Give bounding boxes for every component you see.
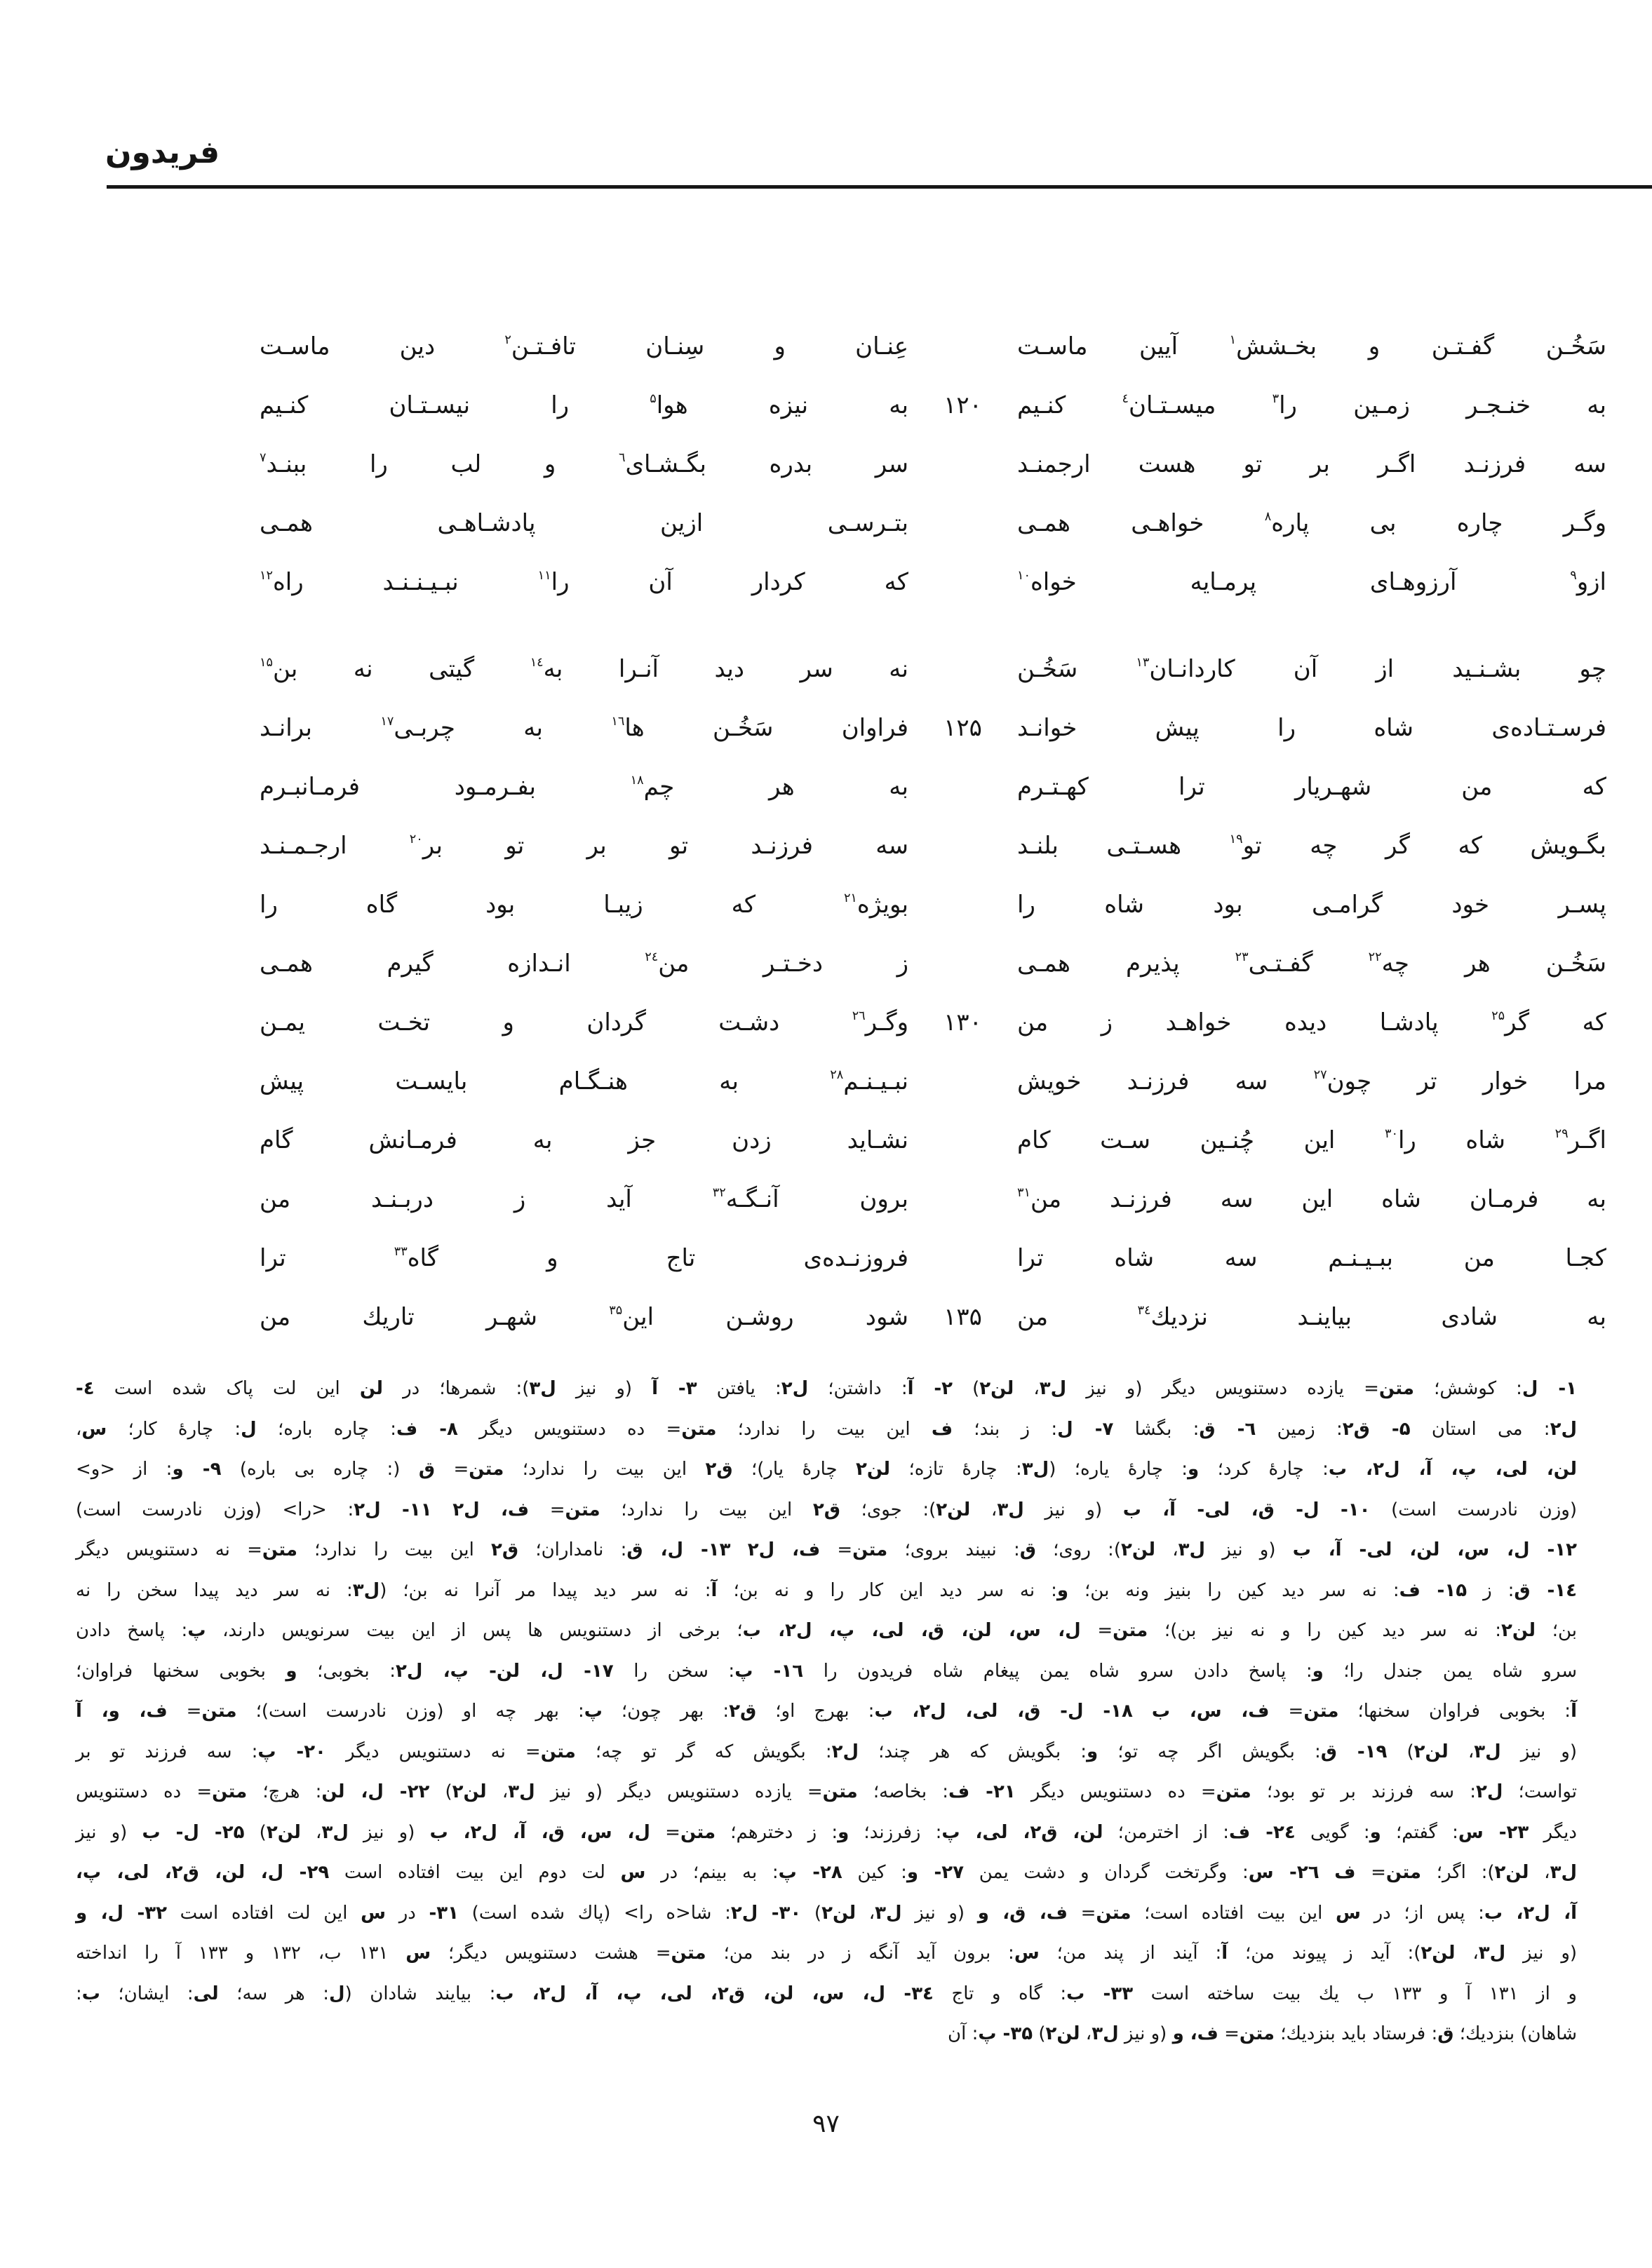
hemistich-first: سَخُـن هر چه$^{۲۲}$ گفـتـی$^{۲۳}$ پذیرم همـی xyxy=(1017,950,1606,978)
hemistich-first: سَخُـن گفـتـن و بخـشش$^۱$ آیین ماسـت xyxy=(1017,332,1606,360)
verse-row xyxy=(260,875,1606,934)
hemistich-second: بویژه$^{۲۱}$ که زیبـا بود گاه را xyxy=(260,891,908,919)
verse-row xyxy=(260,757,1606,816)
verse-row xyxy=(260,698,1606,757)
verse-row xyxy=(260,993,1606,1052)
footnote-line: (وزن نادرست است) ۱۰- ل- ق، لی- آ، ب (و نیز ل۳، لن۲): جوی؛ ق۲ این بیت را ندارد؛ متن= ف، ل۲ ۱۱- ل۲: <را> (وزن نادرست است) xyxy=(76,1499,1577,1520)
verse-row xyxy=(260,1288,1606,1346)
hemistich-second: نه سر دید آنـرا به$^{۱٤}$ گیتی نه بن$^{۱۵}$ xyxy=(260,655,908,683)
hemistich-first: که من شهـریار ترا کهـتـرم xyxy=(1017,773,1606,801)
footnote-line: بن؛ لن۲: نه سر دید کین را و نه نیز بن)؛ متن= ل، س، لن، ق، لی، پ، ل۲، ب؛ برخی از دستنویس ها پس از این بیت سرنویس دارند، پ: پاسخ دادن xyxy=(76,1620,1577,1641)
hemistich-second: شود روشـن این$^{۳۵}$ شهـر تاریك من xyxy=(260,1303,908,1331)
hemistich-second: ز دخـتـر من$^{۲٤}$ انـدازه گیرم همـی xyxy=(260,950,908,978)
footnotes-block xyxy=(76,1369,1577,2055)
hemistich-second: فروزنـده‌ی تاج و گاه$^{۳۳}$ ترا xyxy=(260,1244,908,1272)
hemistich-first: کجـا من ببـیـنـم سه شاه ترا xyxy=(1017,1244,1606,1272)
verse-row xyxy=(260,435,1606,494)
verse-row xyxy=(260,376,1606,435)
footnote-line: ل۳، لن۲): اگر؛ متن= ف ۲٦- س: وگرتخت گردان و دشت یمن ۲۷- و: کین ۲۸- پ: به بینم؛ در س لت دوم این بیت افتاده است ۲۹- ل، لن، ق۲، لی، پ، xyxy=(76,1862,1578,1883)
hemistich-second: سه فرزنـد تو بر تو بر$^{۲۰}$ ارجـمـنـد xyxy=(260,832,908,860)
hemistich-second: نبـیـنـم$^{۲۸}$ به هنـگـام بایسـت پیش xyxy=(260,1067,908,1095)
footnote-line: آ، ل۲، ب: پس از؛ در س این بیت افتاده است؛ متن= ف، ق، و (و نیز ل۳، لن۲) ۳۰- ل۲: شا<ه را> (پاك شده است) ۳۱- در س این لت افتاده است ۳۲- ل، و xyxy=(76,1902,1577,1924)
footnote-line: سرو شاه یمن جندل را؛ و: پاسخ دادن سرو شاه یمن پیغام شاه فریدون را ۱٦- پ: سخن را ۱۷- ل، لن- پ، ل۲: بخوبی؛ و بخوبی سخنها فراوان؛ xyxy=(76,1660,1577,1682)
hemistich-second: بتـرسـی ازین پادشـاهـی همـی xyxy=(260,509,908,537)
hemistich-second: فراوان سَخُـن ها$^{۱٦}$ به چربـی$^{۱۷}$ برانـد xyxy=(260,714,908,742)
hemistich-first: فرسـتـاده‌ی شاه را پیش خوانـد xyxy=(1017,714,1606,742)
hemistich-first: بگـویش که گر چه تو$^{۱۹}$ هسـتـی بلنـد xyxy=(1017,832,1606,860)
footnote-line: آ: بخوبی فراوان سخنها؛ متن= ف، س، ب ۱۸- ل- ق، لی، ل۲، ب: بهرج او؛ ق۲: بهر چون؛ پ: بهر چه او (وزن نادرست است)؛ متن= ف، و، آ xyxy=(76,1701,1577,1722)
footnote-line: شاهان) بنزدیك؛ ق: فرستاد باید بنزدیك؛ متن= ف، و (و نیز ل۳، لن۲) ۳۵- پ: آن xyxy=(948,2023,1577,2044)
hemistich-second: سر بدره بگـشـای$^٦$ و لب را ببنـد$^۷$ xyxy=(260,450,908,478)
footnote-line: لن، لی، پ، آ، ل۲، ب: چارهٔ کرد؛ و: چارهٔ یاره؛ (ل۳: چارهٔ تازه؛ لن۲ چارهٔ یار)؛ ق۲ این بیت را ندارد؛ متن= ق (: چاره بی باره) ۹- و: از <و> xyxy=(76,1459,1577,1480)
hemistich-second: که کردار آن را$^{۱۱}$ نبـیـنـنـد راه$^{۱۲}$ xyxy=(260,568,908,596)
running-header-title: فریدون xyxy=(105,135,220,170)
footnote-line: ۱٤- ق: ز ۱۵- ف: نه سر دید کین را بنیز ونه بن؛ و: نه سر دید این کار را و نه بن؛ آ: نه سر دید پیدا مر آنرا نه بن؛ (ل۳: نه سر دید پیدا سخن را نه xyxy=(76,1579,1577,1601)
verse-row xyxy=(260,553,1606,612)
footnote-line: (و نیز ل۳، لن۲): آید ز پیوند من؛ آ: آیند از پند من؛ س: برون آید آنگه ز در بند من؛ متن= هشت دستنویس دیگر؛ س ۱۳۱ ب، ۱۳۲ و ۱۳۳ آ را انداخته xyxy=(76,1943,1578,1964)
verse-row xyxy=(260,1111,1606,1170)
page-number: ۹۷ xyxy=(812,2110,840,2138)
hemistich-second: به هر چم$^{۱۸}$ بفـرمـود فرمـانبـرم xyxy=(260,773,908,801)
hemistich-second: به نیزه هوا$^۵$ را نیسـتـان کنـیم xyxy=(260,391,908,419)
hemistich-first: به فرمـان شاه این سه فرزنـد من$^{۳۱}$ xyxy=(1017,1185,1606,1213)
verse-row xyxy=(260,1170,1606,1229)
hemistich-second: نشـاید زدن جز به فرمـانش گام xyxy=(260,1126,908,1154)
verse-row xyxy=(260,317,1606,376)
verse-row xyxy=(260,816,1606,875)
header-rule xyxy=(107,185,1652,189)
footnote-line: دیگر ۲۳- س: گفتم؛ و: گویی ۲٤- ف: از اخترمن؛ لن، ق۲، لی، پ: زفرزند؛ و: ز دخترهم؛ متن= ل، س، ق، آ، ل۲، ب (و نیز ل۳، لن۲) ۲۵- ل- ب (و نیز xyxy=(76,1821,1577,1843)
verse-number: ۱۲۰ xyxy=(943,391,982,419)
verse-row xyxy=(260,640,1606,698)
hemistich-first: اگـر$^{۲۹}$ شاه را$^{۳۰}$ این چُنـین سـت کام xyxy=(1017,1126,1606,1154)
verse-number: ۱۲۵ xyxy=(943,714,982,742)
hemistich-first: وگـر چاره بی پاره$^۸$ خواهـی همـی xyxy=(1017,509,1606,537)
verse-row xyxy=(260,494,1606,553)
hemistich-first: که گر$^{۲۵}$ پادشـا دیده خواهـد ز من xyxy=(1017,1008,1606,1037)
hemistich-second: عِنـان و سِنـان تافـتـن$^۲$ دین ماسـت xyxy=(260,332,908,360)
footnote-line: ۱- ل: کوشش؛ متن= یازده دستنویس دیگر (و نیز ل۳، لن۲) ۲- آ: داشتن؛ ل۲: یافتن ۳- آ (و نیز ل۳): شمرها؛ در لن این لت پاک شده است ٤- xyxy=(76,1378,1578,1399)
footnote-line: (و نیز ل۳، لن۲) ۱۹- ق: بگویش اگر چه تو؛ و: بگویش که هر چند؛ ل۲: بگویش که گر تو چه؛ متن= نه دستنویس دیگر ۲۰- پ: سه فرزند تو بر xyxy=(76,1741,1577,1762)
hemistich-first: مرا خوار تر چون$^{۲۷}$ سه فرزنـد خویش xyxy=(1017,1067,1606,1095)
poem-block xyxy=(260,317,1606,1346)
hemistich-first: به خنـجـر زمـین را$^۳$ میسـتـان$^٤$ کنـیم xyxy=(1017,391,1606,419)
verse-number: ۱۳۵ xyxy=(943,1303,982,1331)
hemistich-first: سه فرزنـد اگـر بر تو هست ارجمنـد xyxy=(1017,450,1606,478)
verse-number: ۱۳۰ xyxy=(943,1008,982,1037)
verse-row xyxy=(260,1229,1606,1288)
verse-row xyxy=(260,1052,1606,1111)
hemistich-first: ازو$^۹$ آرزوهـای پرمـایه خواه$^{۱۰}$ xyxy=(1017,568,1606,596)
footnote-line: ل۲: می استان ۵- ق۲: زمین ٦- ق: بگشا ۷- ل: ز بند؛ ف این بیت را ندارد؛ متن= ده دستنویس دیگر ۸- ف: چاره باره؛ ل: چارهٔ کار؛ س، xyxy=(76,1418,1577,1440)
hemistich-first: پسـر خود گرامـی بود شاه را xyxy=(1017,891,1606,919)
footnote-line: ۱۲- ل، س، لن، لی- آ، ب (و نیز ل۳، لن۲): روی؛ ق: نبیند بروی؛ متن= ف، ل۲ ۱۳- ل، ق: نامداران؛ ق۲ این بیت را ندارد؛ متن= نه دستنویس دیگر xyxy=(76,1539,1578,1560)
hemistich-first: به شادی بیاینـد نزدیك$^{۳٤}$ من xyxy=(1017,1303,1606,1331)
hemistich-second: وگـر$^{۲٦}$ دشـت گردان و تخـت یمـن xyxy=(260,1008,908,1037)
footnote-line: تواست؛ ل۲: سه فرزند بر تو بود؛ متن= ده دستنویس دیگر ۲۱- ف: بخاصه؛ متن= یازده دستنویس دیگر (و نیز ل۳، لن۲) ۲۲- ل، لن: هرچ؛ متن= ده دستنویس xyxy=(76,1781,1578,1802)
footnote-line: و از ۱۳۱ آ و ۱۳۳ ب یك بیت ساخته است ۳۳- ب: گاه و تاج ۳٤- ل، س، لن، ق۲، لی، پ، آ، ل۲، ب: بیایند شادان (ل: هر سه؛ لی: ایشان؛ ب: xyxy=(76,1983,1577,2004)
hemistich-second: برون آنـگـه$^{۳۲}$ آید ز دربـنـد من xyxy=(260,1185,908,1213)
verse-row xyxy=(260,934,1606,993)
hemistich-first: چو بشـنـید از آن کاردانـان$^{۱۳}$ سَخُـن xyxy=(1017,655,1606,683)
